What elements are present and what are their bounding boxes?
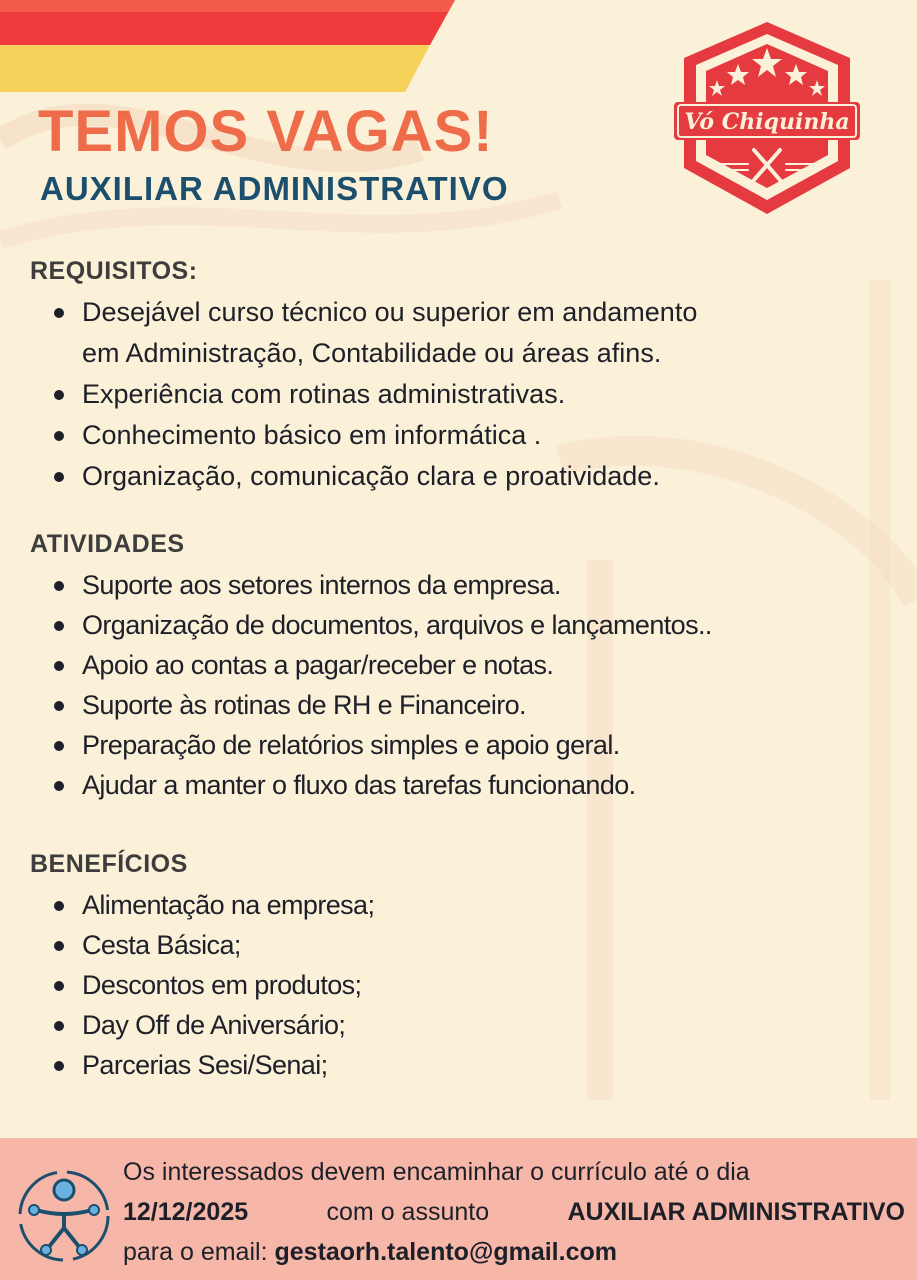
bullet-icon <box>54 701 64 711</box>
instructions-line-1: Os interessados devem encaminhar o currículo até o dia <box>123 1158 750 1186</box>
bullet-icon <box>54 781 64 791</box>
list-item: Suporte às rotinas de RH e Financeiro. <box>30 685 890 725</box>
bullet-icon <box>54 741 64 751</box>
email-subject: AUXILIAR ADMINISTRATIVO <box>567 1198 905 1226</box>
bullet-icon <box>54 1021 64 1031</box>
logo-text: Vó Chiquinha <box>684 109 850 135</box>
footer-banner <box>0 1138 917 1280</box>
job-title: AUXILIAR ADMINISTRATIVO <box>40 170 509 207</box>
bullet-icon <box>54 661 64 671</box>
activities-list <box>30 565 890 805</box>
list-item: Preparação de relatórios simples e apoio geral. <box>30 725 890 765</box>
bullet-icon <box>54 472 64 482</box>
bullet-icon <box>54 1061 64 1071</box>
benefits-heading: BENEFÍCIOS <box>30 850 188 878</box>
application-instructions <box>123 1152 905 1272</box>
benefits-list <box>30 885 890 1085</box>
benefits-section <box>30 850 890 1085</box>
list-item: Apoio ao contas a pagar/receber e notas. <box>30 645 890 685</box>
activities-section <box>30 530 890 805</box>
bullet-icon <box>54 901 64 911</box>
accessibility-person-icon <box>14 1166 114 1266</box>
requirements-section <box>30 257 890 497</box>
deadline-date: 12/12/2025 <box>123 1198 249 1226</box>
list-item: Cesta Básica; <box>30 925 890 965</box>
list-item: Organização, comunicação clara e proatividade. <box>30 456 890 497</box>
bullet-icon <box>54 941 64 951</box>
requirements-list <box>30 292 890 497</box>
list-item: Organização de documentos, arquivos e lançamentos.. <box>30 605 890 645</box>
subject-label: com o assunto <box>326 1198 490 1226</box>
page-title: TEMOS VAGAS! <box>38 99 494 164</box>
contact-email-link[interactable]: gestaorh.talento@gmail.com <box>274 1238 617 1266</box>
bullet-icon <box>54 308 64 318</box>
header-stripes <box>0 0 460 100</box>
list-item: Suporte aos setores internos da empresa. <box>30 565 890 605</box>
list-item-continuation: em Administração, Contabilidade ou áreas afins. <box>82 338 662 368</box>
email-label: para o email: <box>123 1238 268 1266</box>
instructions-line-3 <box>123 1232 905 1272</box>
bullet-icon <box>54 431 64 441</box>
list-item: Conhecimento básico em informática . <box>30 415 890 456</box>
bullet-icon <box>54 981 64 991</box>
list-item: Desejável curso técnico ou superior em andamento <box>30 292 890 333</box>
list-item: Descontos em produtos; <box>30 965 890 1005</box>
list-item: Alimentação na empresa; <box>30 885 890 925</box>
bullet-icon <box>54 581 64 591</box>
bullet-icon <box>54 390 64 400</box>
activities-heading: ATIVIDADES <box>30 530 185 558</box>
instructions-line-2 <box>123 1192 905 1232</box>
list-item: Parcerias Sesi/Senai; <box>30 1045 890 1085</box>
requirements-heading: REQUISITOS: <box>30 257 198 285</box>
list-item: Ajudar a manter o fluxo das tarefas funcionando. <box>30 765 890 805</box>
list-item: Experiência com rotinas administrativas. <box>30 374 890 415</box>
list-item: Day Off de Aniversário; <box>30 1005 890 1045</box>
bullet-icon <box>54 621 64 631</box>
company-logo <box>672 18 862 218</box>
